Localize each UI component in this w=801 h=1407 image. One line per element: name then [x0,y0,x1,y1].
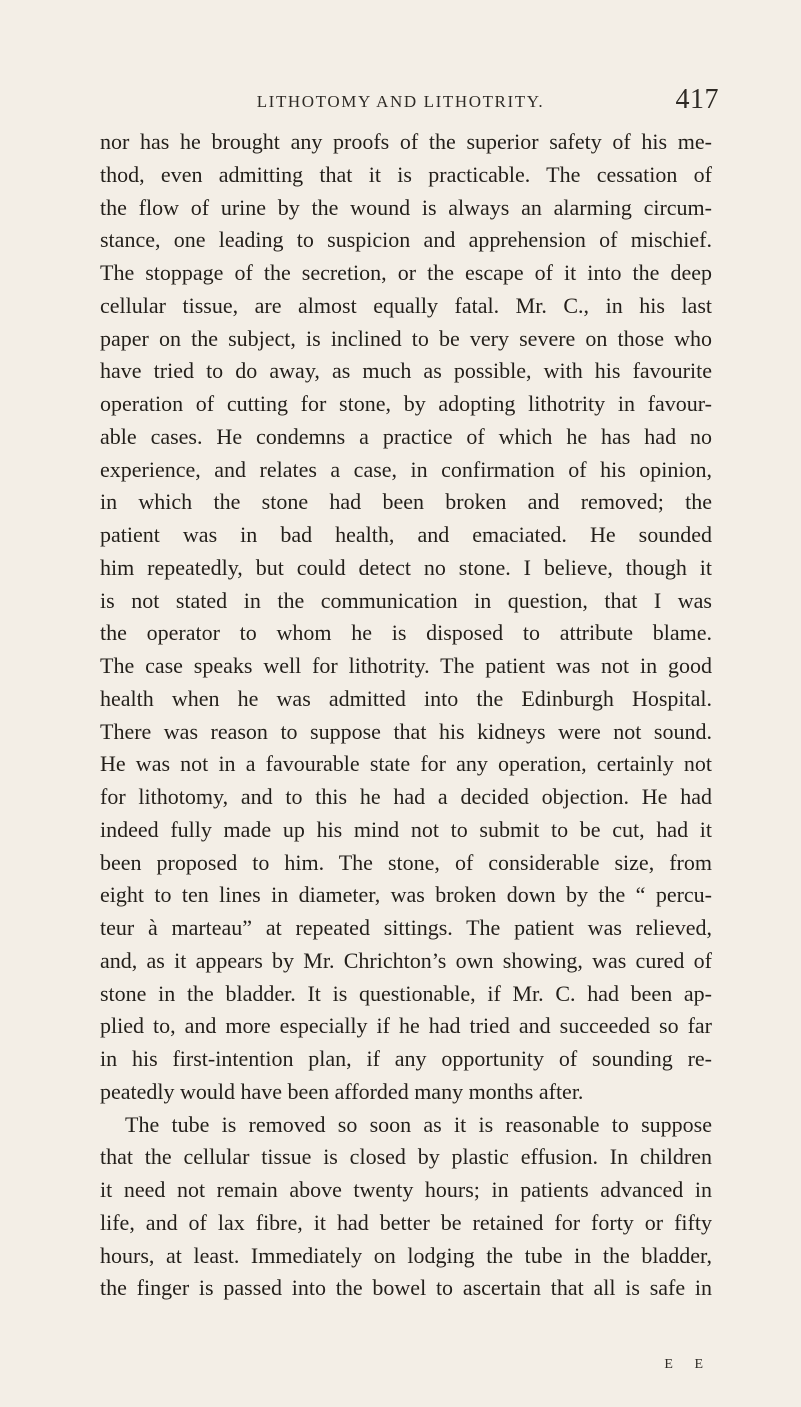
text-line: health when he was admitted into the Edinburgh Hospital. [100,685,712,711]
text-line: is not stated in the communication in question, that I was [100,587,712,613]
signature-mark: E E [664,1357,712,1372]
running-head [0,86,801,116]
text-line: cellular tissue, are almost equally fatal. Mr. C., in his last [100,292,712,318]
text-line: hours, at least. Immediately on lodging the tube in the bladder, [100,1242,712,1268]
text-line: stance, one leading to suspicion and apprehension of mischief. [100,227,712,253]
text-line: nor has he brought any proofs of the superior safety of his me- [100,129,712,154]
text-line: the finger is passed into the bowel to ascertain that all is safe in [100,1275,712,1301]
text-line: operation of cutting for stone, by adopting lithotrity in favour- [100,391,712,416]
text-line: indeed fully made up his mind not to submit to be cut, had it [100,816,712,842]
text-line: stone in the bladder. It is questionable, if Mr. C. had been ap- [100,980,712,1006]
text-line: patient was in bad health, and emaciated. He sounded [100,522,712,547]
text-line: experience, and relates a case, in confirmation of his opinion, [100,456,712,482]
text-line: it need not remain above twenty hours; in patients advanced in [100,1177,712,1202]
text-line: that the cellular tissue is closed by plastic effusion. In children [100,1144,712,1170]
text-line: paper on the subject, is inclined to be very severe on those who [100,325,712,351]
text-line: him repeatedly, but could detect no stone. I believe, though it [100,554,712,580]
text-line: teur à marteau” at repeated sittings. The patient was relieved, [100,915,712,940]
text-line: and, as it appears by Mr. Chrichton’s own showing, was cured of [100,947,712,973]
text-line: The case speaks well for lithotrity. The patient was not in good [100,653,712,678]
running-title: LITHOTOMY AND LITHOTRITY. [256,92,545,111]
text-line: thod, even admitting that it is practicable. The cessation of [100,161,712,187]
text-line: The stoppage of the secretion, or the escape of it into the deep [100,260,712,285]
text-line: peatedly would have been afforded many months after. [100,1078,584,1104]
text-line: life, and of lax fibre, it had better be retained for forty or fifty [100,1209,712,1235]
text-line: in his first-intention plan, if any opportunity of sounding re- [100,1046,712,1071]
text-line: The tube is removed so soon as it is reasonable to suppose [125,1111,712,1137]
paragraph [100,126,712,1109]
text-line: the operator to whom he is disposed to attribute blame. [100,620,712,646]
page-number: 417 [675,84,719,115]
text-line: able cases. He condemns a practice of which he has had no [100,423,712,449]
text-line: plied to, and more especially if he had tried and succeeded so far [100,1013,712,1039]
text-line: in which the stone had been broken and removed; the [100,489,712,515]
text-line: eight to ten lines in diameter, was broken down by the “ percu- [100,882,712,908]
text-line: been proposed to him. The stone, of considerable size, from [100,849,712,875]
paragraph [100,1109,712,1306]
body-text [100,126,712,1305]
text-line: He was not in a favourable state for any operation, certainly not [100,751,712,777]
text-line: There was reason to suppose that his kidneys were not sound. [100,718,712,744]
text-line: for lithotomy, and to this he had a decided objection. He had [100,784,712,809]
text-line: the flow of urine by the wound is always an alarming circum- [100,194,712,220]
text-line: have tried to do away, as much as possible, with his favourite [100,358,712,384]
